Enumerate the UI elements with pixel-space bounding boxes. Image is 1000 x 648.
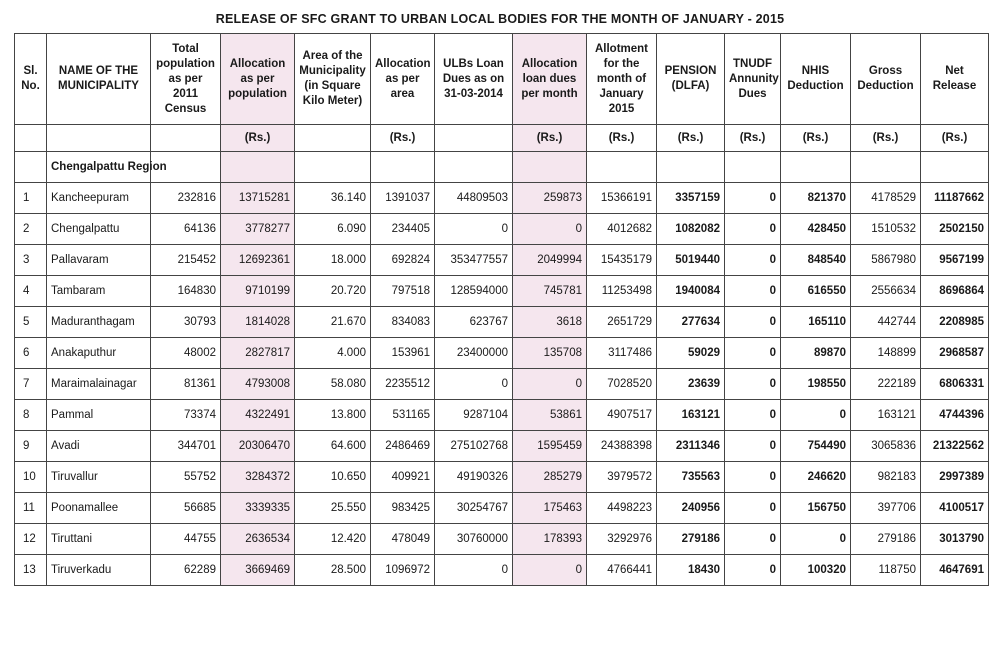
- value-cell: 692824: [371, 245, 435, 276]
- sfc-grant-table: [14, 33, 989, 586]
- value-cell: 28.500: [295, 555, 371, 586]
- value-cell: 4907517: [587, 400, 657, 431]
- value-cell: 4793008: [221, 369, 295, 400]
- column-header: Net Release: [921, 34, 989, 125]
- value-cell: 4647691: [921, 555, 989, 586]
- value-cell: 3013790: [921, 524, 989, 555]
- table-row: [15, 245, 989, 276]
- value-cell: 81361: [151, 369, 221, 400]
- value-cell: 55752: [151, 462, 221, 493]
- column-header: NHIS Deduction: [781, 34, 851, 125]
- value-cell: 0: [725, 431, 781, 462]
- value-cell: 745781: [513, 276, 587, 307]
- value-cell: 163121: [657, 400, 725, 431]
- value-cell: 735563: [657, 462, 725, 493]
- value-cell: 240956: [657, 493, 725, 524]
- unit-cell: (Rs.): [371, 125, 435, 152]
- value-cell: 4766441: [587, 555, 657, 586]
- value-cell: 3979572: [587, 462, 657, 493]
- value-cell: 834083: [371, 307, 435, 338]
- municipality-name-cell: Maduranthagam: [47, 307, 151, 338]
- region-label: Chengalpattu Region: [47, 152, 151, 183]
- value-cell: 24388398: [587, 431, 657, 462]
- value-cell: 30760000: [435, 524, 513, 555]
- unit-cell: [435, 125, 513, 152]
- value-cell: 100320: [781, 555, 851, 586]
- unit-cell: (Rs.): [725, 125, 781, 152]
- value-cell: 4100517: [921, 493, 989, 524]
- unit-cell: [47, 125, 151, 152]
- column-header: Sl. No.: [15, 34, 47, 125]
- empty-cell: [781, 152, 851, 183]
- value-cell: 13715281: [221, 183, 295, 214]
- serial-number-cell: 6: [15, 338, 47, 369]
- value-cell: 285279: [513, 462, 587, 493]
- value-cell: 0: [725, 462, 781, 493]
- value-cell: 797518: [371, 276, 435, 307]
- value-cell: 53861: [513, 400, 587, 431]
- municipality-name-cell: Pallavaram: [47, 245, 151, 276]
- value-cell: 48002: [151, 338, 221, 369]
- value-cell: 25.550: [295, 493, 371, 524]
- table-row: [15, 431, 989, 462]
- value-cell: 616550: [781, 276, 851, 307]
- municipality-name-cell: Anakaputhur: [47, 338, 151, 369]
- empty-cell: [513, 152, 587, 183]
- value-cell: 135708: [513, 338, 587, 369]
- unit-cell: (Rs.): [781, 125, 851, 152]
- value-cell: 0: [725, 307, 781, 338]
- municipality-name-cell: Pammal: [47, 400, 151, 431]
- value-cell: 2651729: [587, 307, 657, 338]
- value-cell: 409921: [371, 462, 435, 493]
- column-header: Gross Deduction: [851, 34, 921, 125]
- value-cell: 156750: [781, 493, 851, 524]
- value-cell: 3669469: [221, 555, 295, 586]
- value-cell: 44755: [151, 524, 221, 555]
- value-cell: 821370: [781, 183, 851, 214]
- value-cell: 0: [725, 338, 781, 369]
- units-row: [15, 125, 989, 152]
- table-row: [15, 524, 989, 555]
- empty-cell: [15, 152, 47, 183]
- value-cell: 0: [725, 524, 781, 555]
- value-cell: 2827817: [221, 338, 295, 369]
- table-row: [15, 400, 989, 431]
- header-row: [15, 34, 989, 125]
- column-header: TNUDF Annunity Dues: [725, 34, 781, 125]
- value-cell: 163121: [851, 400, 921, 431]
- value-cell: 56685: [151, 493, 221, 524]
- value-cell: 623767: [435, 307, 513, 338]
- value-cell: 1082082: [657, 214, 725, 245]
- value-cell: 3618: [513, 307, 587, 338]
- value-cell: 2486469: [371, 431, 435, 462]
- value-cell: 0: [725, 214, 781, 245]
- serial-number-cell: 9: [15, 431, 47, 462]
- value-cell: 4012682: [587, 214, 657, 245]
- table-row: [15, 338, 989, 369]
- value-cell: 1595459: [513, 431, 587, 462]
- value-cell: 279186: [657, 524, 725, 555]
- value-cell: 4.000: [295, 338, 371, 369]
- value-cell: 259873: [513, 183, 587, 214]
- empty-cell: [587, 152, 657, 183]
- serial-number-cell: 11: [15, 493, 47, 524]
- serial-number-cell: 12: [15, 524, 47, 555]
- value-cell: 12692361: [221, 245, 295, 276]
- value-cell: 0: [725, 183, 781, 214]
- value-cell: 0: [435, 555, 513, 586]
- value-cell: 2208985: [921, 307, 989, 338]
- serial-number-cell: 7: [15, 369, 47, 400]
- serial-number-cell: 8: [15, 400, 47, 431]
- value-cell: 0: [435, 369, 513, 400]
- value-cell: 9567199: [921, 245, 989, 276]
- value-cell: 89870: [781, 338, 851, 369]
- value-cell: 7028520: [587, 369, 657, 400]
- value-cell: 64.600: [295, 431, 371, 462]
- municipality-name-cell: Chengalpattu: [47, 214, 151, 245]
- table-row: [15, 183, 989, 214]
- column-header: NAME OF THE MUNICIPALITY: [47, 34, 151, 125]
- table-row: [15, 307, 989, 338]
- table-row: [15, 462, 989, 493]
- value-cell: 18.000: [295, 245, 371, 276]
- value-cell: 11187662: [921, 183, 989, 214]
- serial-number-cell: 3: [15, 245, 47, 276]
- value-cell: 36.140: [295, 183, 371, 214]
- value-cell: 222189: [851, 369, 921, 400]
- value-cell: 73374: [151, 400, 221, 431]
- empty-cell: [657, 152, 725, 183]
- value-cell: 11253498: [587, 276, 657, 307]
- value-cell: 3292976: [587, 524, 657, 555]
- value-cell: 0: [725, 555, 781, 586]
- empty-cell: [295, 152, 371, 183]
- value-cell: 15366191: [587, 183, 657, 214]
- serial-number-cell: 2: [15, 214, 47, 245]
- value-cell: 128594000: [435, 276, 513, 307]
- municipality-name-cell: Kancheepuram: [47, 183, 151, 214]
- value-cell: 58.080: [295, 369, 371, 400]
- value-cell: 9710199: [221, 276, 295, 307]
- municipality-name-cell: Poonamallee: [47, 493, 151, 524]
- column-header: Allotment for the month of January 2015: [587, 34, 657, 125]
- value-cell: 18430: [657, 555, 725, 586]
- serial-number-cell: 13: [15, 555, 47, 586]
- value-cell: 1096972: [371, 555, 435, 586]
- value-cell: 20306470: [221, 431, 295, 462]
- value-cell: 59029: [657, 338, 725, 369]
- empty-cell: [725, 152, 781, 183]
- column-header: ULBs Loan Dues as on 31-03-2014: [435, 34, 513, 125]
- value-cell: 848540: [781, 245, 851, 276]
- serial-number-cell: 1: [15, 183, 47, 214]
- value-cell: 1391037: [371, 183, 435, 214]
- municipality-name-cell: Maraimalainagar: [47, 369, 151, 400]
- value-cell: 5019440: [657, 245, 725, 276]
- municipality-name-cell: Avadi: [47, 431, 151, 462]
- value-cell: 20.720: [295, 276, 371, 307]
- value-cell: 6806331: [921, 369, 989, 400]
- serial-number-cell: 4: [15, 276, 47, 307]
- value-cell: 3117486: [587, 338, 657, 369]
- unit-cell: (Rs.): [851, 125, 921, 152]
- document-title: RELEASE OF SFC GRANT TO URBAN LOCAL BODIES FOR THE MONTH OF JANUARY - 2015: [215, 12, 785, 26]
- unit-cell: (Rs.): [587, 125, 657, 152]
- value-cell: 0: [725, 493, 781, 524]
- table-row: [15, 555, 989, 586]
- value-cell: 0: [725, 276, 781, 307]
- empty-cell: [221, 152, 295, 183]
- value-cell: 2049994: [513, 245, 587, 276]
- value-cell: 12.420: [295, 524, 371, 555]
- value-cell: 3339335: [221, 493, 295, 524]
- serial-number-cell: 5: [15, 307, 47, 338]
- value-cell: 983425: [371, 493, 435, 524]
- value-cell: 2235512: [371, 369, 435, 400]
- value-cell: 118750: [851, 555, 921, 586]
- value-cell: 175463: [513, 493, 587, 524]
- value-cell: 0: [725, 245, 781, 276]
- unit-cell: [15, 125, 47, 152]
- value-cell: 5867980: [851, 245, 921, 276]
- unit-cell: [151, 125, 221, 152]
- unit-cell: [295, 125, 371, 152]
- table-row: [15, 493, 989, 524]
- value-cell: 246620: [781, 462, 851, 493]
- unit-cell: (Rs.): [513, 125, 587, 152]
- value-cell: 23639: [657, 369, 725, 400]
- value-cell: 3065836: [851, 431, 921, 462]
- municipality-name-cell: Tiruvallur: [47, 462, 151, 493]
- serial-number-cell: 10: [15, 462, 47, 493]
- unit-cell: (Rs.): [657, 125, 725, 152]
- value-cell: 0: [513, 555, 587, 586]
- region-row: [15, 152, 989, 183]
- value-cell: 3284372: [221, 462, 295, 493]
- value-cell: 275102768: [435, 431, 513, 462]
- column-header: Allocation as per population: [221, 34, 295, 125]
- value-cell: 344701: [151, 431, 221, 462]
- table-row: [15, 276, 989, 307]
- value-cell: 164830: [151, 276, 221, 307]
- value-cell: 4178529: [851, 183, 921, 214]
- value-cell: 3357159: [657, 183, 725, 214]
- table-row: [15, 369, 989, 400]
- value-cell: 1510532: [851, 214, 921, 245]
- value-cell: 353477557: [435, 245, 513, 276]
- empty-cell: [371, 152, 435, 183]
- value-cell: 2311346: [657, 431, 725, 462]
- value-cell: 178393: [513, 524, 587, 555]
- value-cell: 0: [725, 400, 781, 431]
- value-cell: 397706: [851, 493, 921, 524]
- value-cell: 9287104: [435, 400, 513, 431]
- empty-cell: [851, 152, 921, 183]
- municipality-name-cell: Tambaram: [47, 276, 151, 307]
- value-cell: 15435179: [587, 245, 657, 276]
- value-cell: 198550: [781, 369, 851, 400]
- value-cell: 2968587: [921, 338, 989, 369]
- value-cell: 2997389: [921, 462, 989, 493]
- value-cell: 428450: [781, 214, 851, 245]
- value-cell: 1814028: [221, 307, 295, 338]
- value-cell: 0: [513, 214, 587, 245]
- value-cell: 0: [781, 524, 851, 555]
- value-cell: 21.670: [295, 307, 371, 338]
- value-cell: 62289: [151, 555, 221, 586]
- table-row: [15, 214, 989, 245]
- value-cell: 0: [725, 369, 781, 400]
- empty-cell: [921, 152, 989, 183]
- value-cell: 1940084: [657, 276, 725, 307]
- value-cell: 44809503: [435, 183, 513, 214]
- value-cell: 4498223: [587, 493, 657, 524]
- value-cell: 4744396: [921, 400, 989, 431]
- column-header: Allocation loan dues per month: [513, 34, 587, 125]
- value-cell: 30254767: [435, 493, 513, 524]
- column-header: PENSION (DLFA): [657, 34, 725, 125]
- value-cell: 215452: [151, 245, 221, 276]
- value-cell: 148899: [851, 338, 921, 369]
- value-cell: 6.090: [295, 214, 371, 245]
- value-cell: 442744: [851, 307, 921, 338]
- value-cell: 277634: [657, 307, 725, 338]
- empty-cell: [435, 152, 513, 183]
- value-cell: 0: [435, 214, 513, 245]
- value-cell: 165110: [781, 307, 851, 338]
- column-header: Area of the Municipality (in Square Kilo Meter): [295, 34, 371, 125]
- value-cell: 10.650: [295, 462, 371, 493]
- value-cell: 21322562: [921, 431, 989, 462]
- value-cell: 232816: [151, 183, 221, 214]
- value-cell: 23400000: [435, 338, 513, 369]
- value-cell: 531165: [371, 400, 435, 431]
- value-cell: 279186: [851, 524, 921, 555]
- value-cell: 49190326: [435, 462, 513, 493]
- value-cell: 0: [781, 400, 851, 431]
- value-cell: 153961: [371, 338, 435, 369]
- value-cell: 4322491: [221, 400, 295, 431]
- unit-cell: (Rs.): [921, 125, 989, 152]
- value-cell: 13.800: [295, 400, 371, 431]
- value-cell: 30793: [151, 307, 221, 338]
- value-cell: 2502150: [921, 214, 989, 245]
- value-cell: 754490: [781, 431, 851, 462]
- column-header: Allocation as per area: [371, 34, 435, 125]
- value-cell: 8696864: [921, 276, 989, 307]
- value-cell: 0: [513, 369, 587, 400]
- value-cell: 982183: [851, 462, 921, 493]
- value-cell: 2636534: [221, 524, 295, 555]
- value-cell: 3778277: [221, 214, 295, 245]
- municipality-name-cell: Tiruverkadu: [47, 555, 151, 586]
- unit-cell: (Rs.): [221, 125, 295, 152]
- column-header: Total population as per 2011 Census: [151, 34, 221, 125]
- municipality-name-cell: Tiruttani: [47, 524, 151, 555]
- value-cell: 478049: [371, 524, 435, 555]
- value-cell: 2556634: [851, 276, 921, 307]
- value-cell: 234405: [371, 214, 435, 245]
- value-cell: 64136: [151, 214, 221, 245]
